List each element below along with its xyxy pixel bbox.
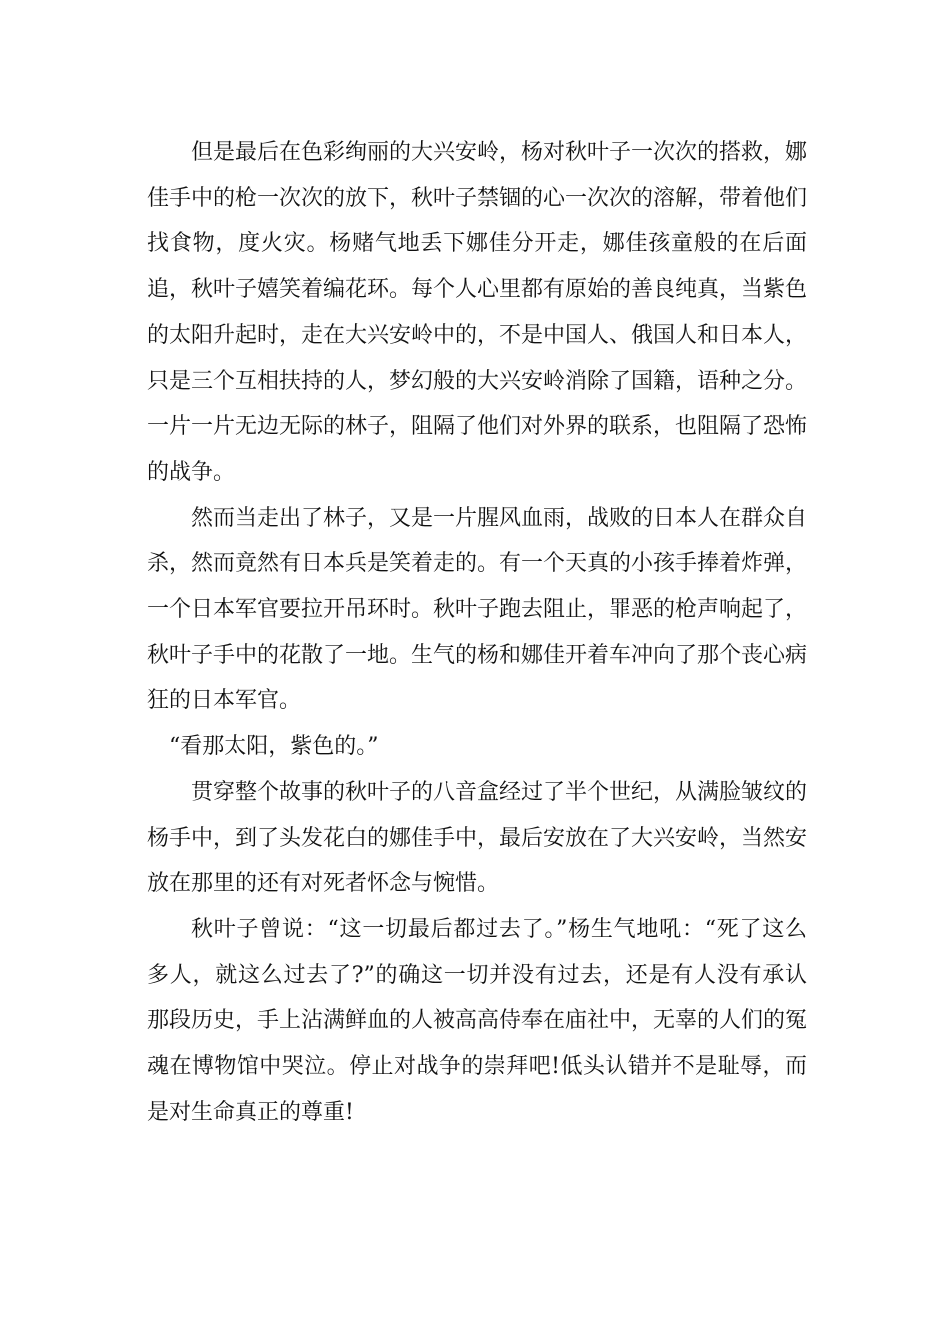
paragraph-1: 但是最后在色彩绚丽的大兴安岭，杨对秋叶子一次次的搭救，娜佳手中的枪一次次的放下，秋叶子禁锢的心一次次的溶解，带着他们找食物，度火灾。杨赌气地丢下娜佳分开走，娜佳孩童般的在后面追，秋叶子嬉笑着编花环。每个人心里都有原始的善良纯真，当紫色的太阳升起时，走在大兴安岭中的，不是中国人、俄国人和日本人，只是三个互相扶持的人，梦幻般的大兴安岭消除了国籍，语种之分。一片一片无边无际的林子，阻隔了他们对外界的联系，也阻隔了恐怖的战争。 (147, 140, 808, 485)
paragraph-2: 然而当走出了林子，又是一片腥风血雨，战败的日本人在群众自杀，然而竟然有日本兵是笑着走的。有一个天真的小孩手捧着炸弹，一个日本军官要拉开吊环时。秋叶子跑去阻止，罪恶的枪声响起了，秋叶子手中的花散了一地。生气的杨和娜佳开着车冲向了那个丧心病狂的日本军官。 (147, 505, 808, 714)
document-body (147, 130, 807, 1135)
paragraph-4: 贯穿整个故事的秋叶子的八音盒经过了半个世纪，从满脸皱纹的杨手中，到了头发花白的娜佳手中，最后安放在了大兴安岭，当然安放在那里的还有对死者怀念与惋惜。 (147, 779, 808, 897)
paragraph-5: 秋叶子曾说：“这一切最后都过去了。”杨生气地吼：“死了这么多人，就这么过去了?”的确这一切并没有过去，还是有人没有承认那段历史，手上沾满鲜血的人被高高侍奉在庙社中，无辜的人们的冤魂在博物馆中哭泣。停止对战争的崇拜吧!低头认错并不是耻辱，而是对生命真正的尊重! (147, 916, 808, 1125)
paragraph-3-quote: “看那太阳，紫色的。” (169, 734, 379, 760)
